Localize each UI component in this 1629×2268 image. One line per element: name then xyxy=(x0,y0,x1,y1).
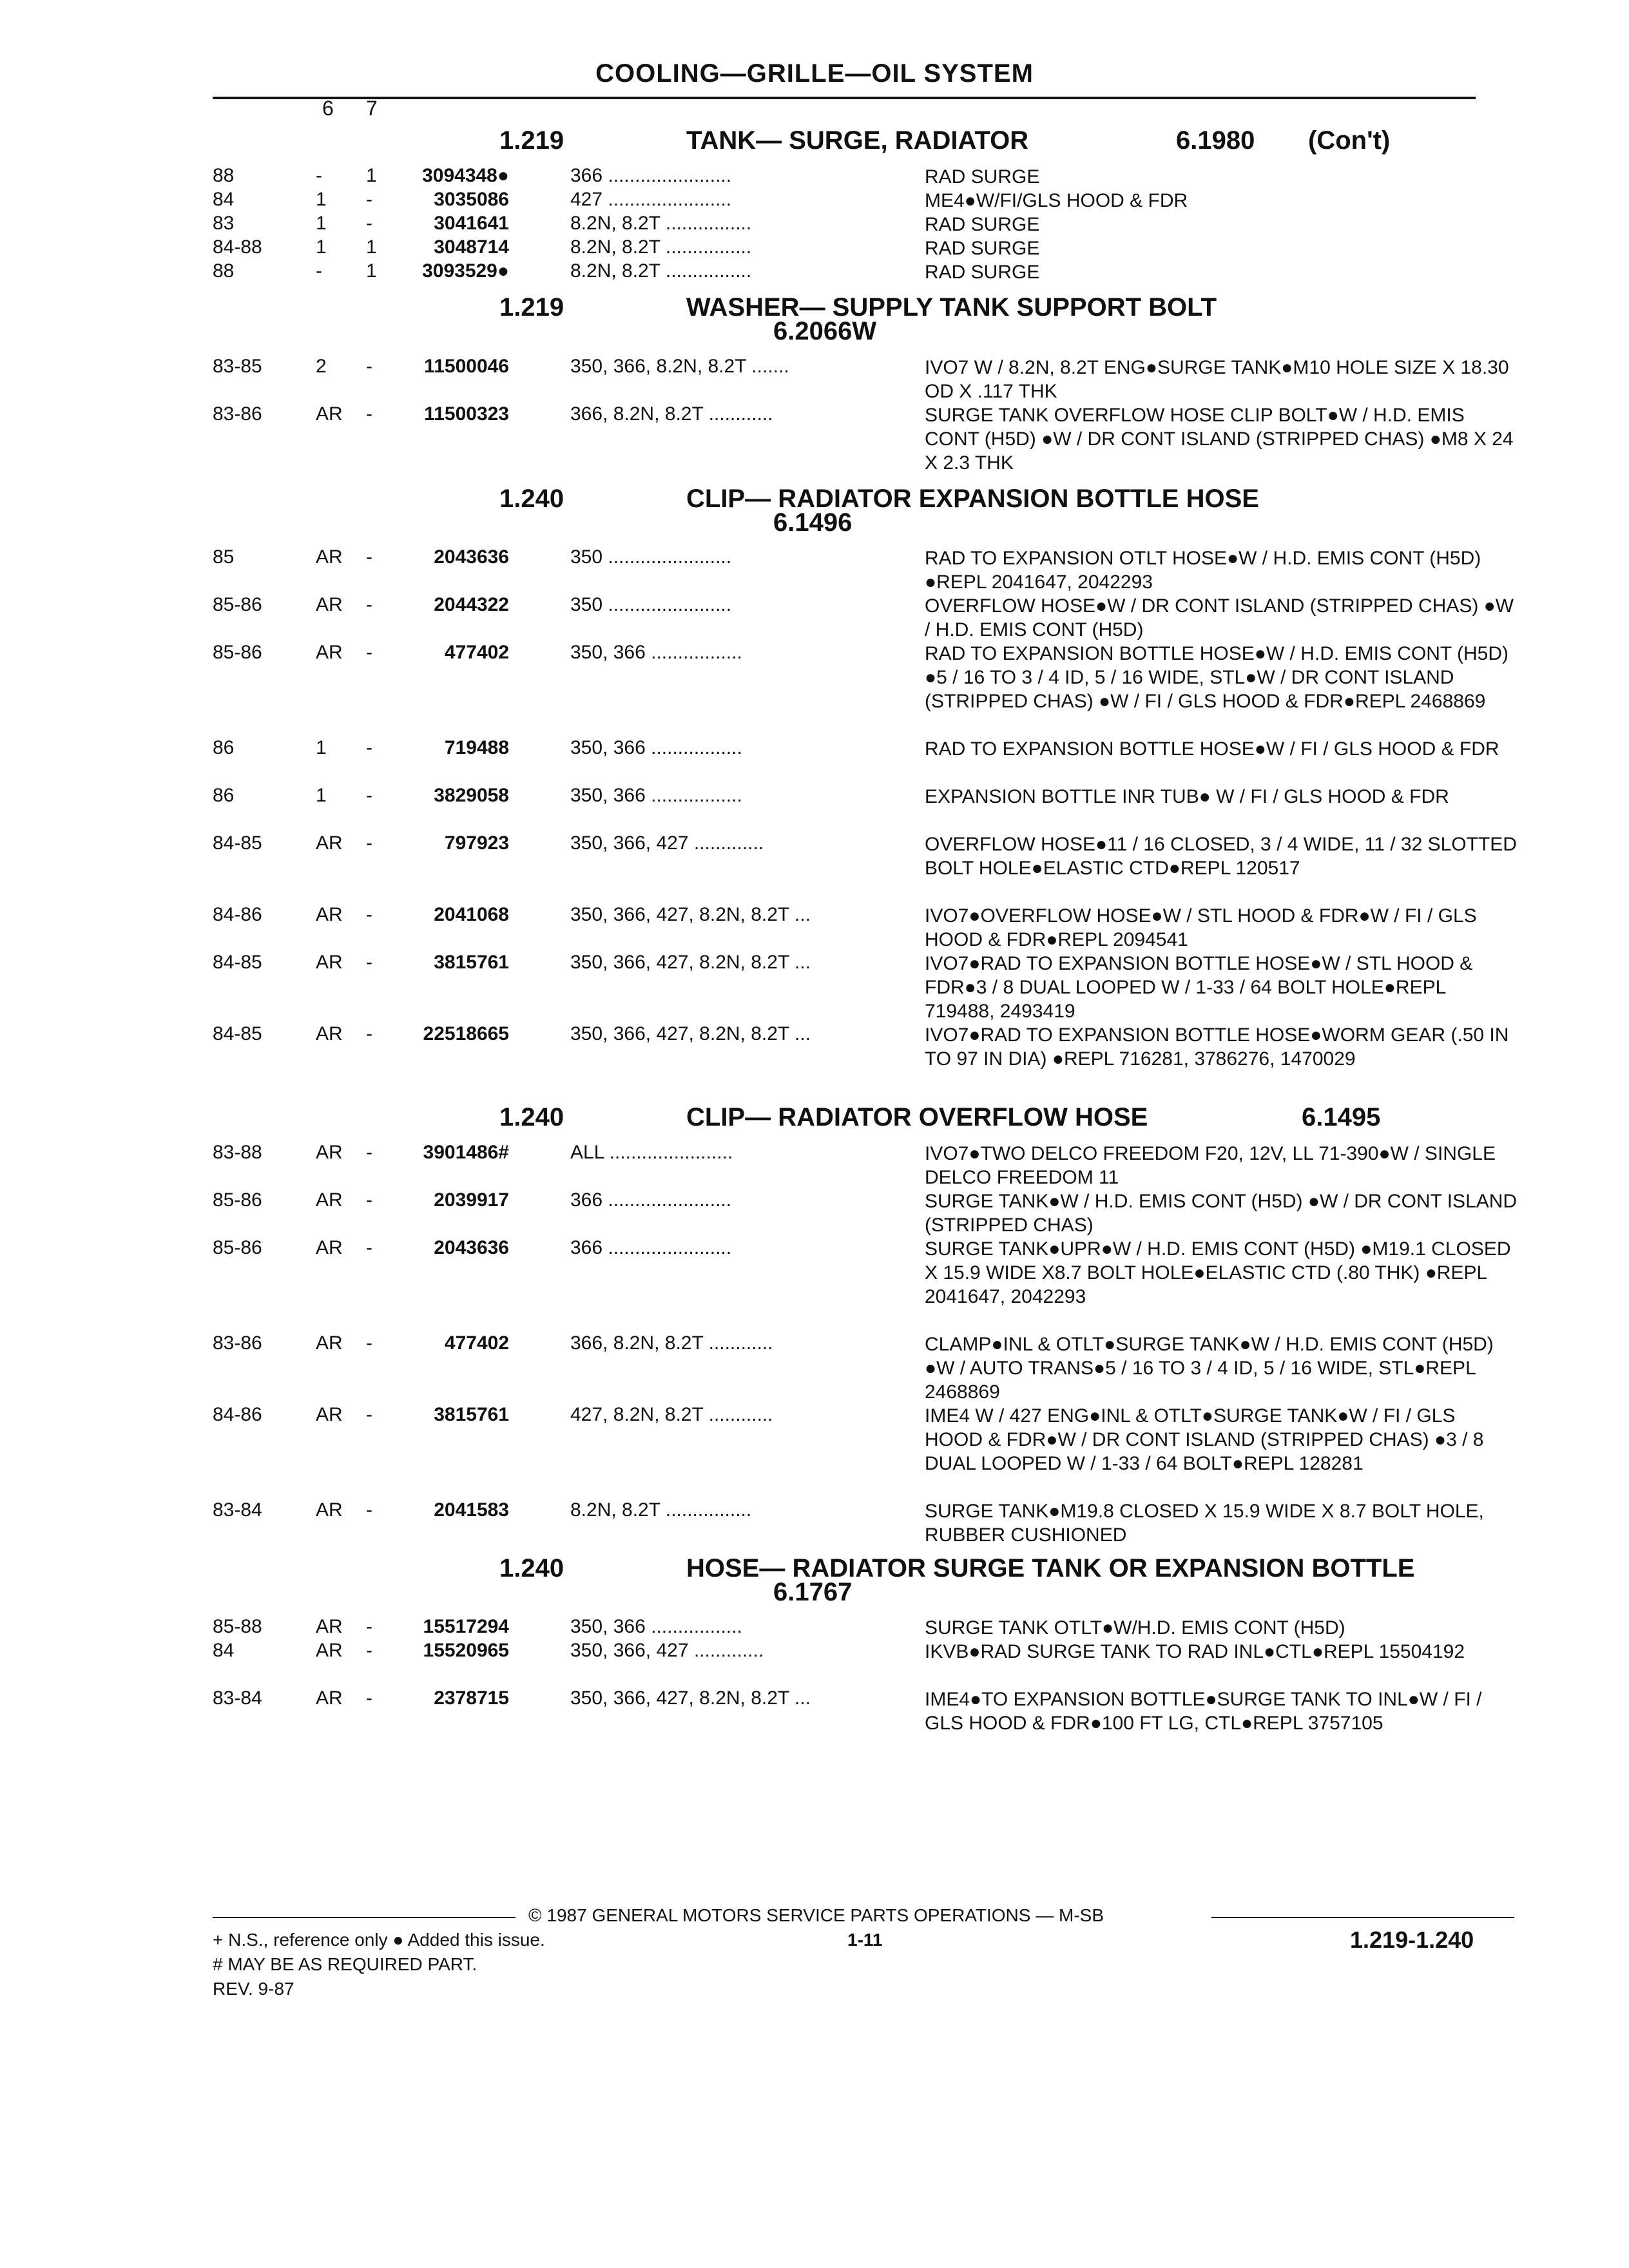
section-ref: 6.1495 xyxy=(1302,1103,1381,1131)
copyright-text: © 1987 GENERAL MOTORS SERVICE PARTS OPERATIONS — M-SB xyxy=(528,1905,1104,1925)
section-code: 1.219 xyxy=(499,293,564,322)
footer-rule-left xyxy=(213,1917,516,1918)
revision-text: REV. 9-87 xyxy=(213,1979,294,1999)
section-title: CLIP— RADIATOR EXPANSION BOTTLE HOSE xyxy=(686,485,1259,513)
page-number: 1-11 xyxy=(847,1930,883,1950)
section-code: 1.240 xyxy=(499,485,564,513)
section-title: WASHER— SUPPLY TANK SUPPORT BOLT xyxy=(686,293,1217,322)
section-code: 1.240 xyxy=(499,1103,564,1131)
section-ref: 6.1496 xyxy=(773,508,853,537)
column-header-6: 6 xyxy=(322,97,334,120)
section-ref: 6.2066W xyxy=(773,317,877,345)
page-range: 1.219-1.240 xyxy=(1350,1927,1474,1953)
page-title: COOLING—GRILLE—OIL SYSTEM xyxy=(595,59,1034,88)
section-code: 1.219 xyxy=(499,126,564,155)
section-title: HOSE— RADIATOR SURGE TANK OR EXPANSION BOTTLE xyxy=(686,1554,1415,1582)
legend-note-required: # MAY BE AS REQUIRED PART. xyxy=(213,1954,477,1974)
section-cont: (Con't) xyxy=(1308,126,1391,155)
header-rule xyxy=(213,97,1476,99)
section-title: CLIP— RADIATOR OVERFLOW HOSE xyxy=(686,1103,1148,1131)
section-title: TANK— SURGE, RADIATOR xyxy=(686,126,1029,155)
section-ref: 6.1767 xyxy=(773,1578,853,1606)
section-code: 1.240 xyxy=(499,1554,564,1582)
legend-note: + N.S., reference only ● Added this issue. xyxy=(213,1930,545,1950)
footer-rule-right xyxy=(1211,1917,1514,1918)
column-header-7: 7 xyxy=(366,97,378,120)
section-ref: 6.1980 xyxy=(1176,126,1255,155)
